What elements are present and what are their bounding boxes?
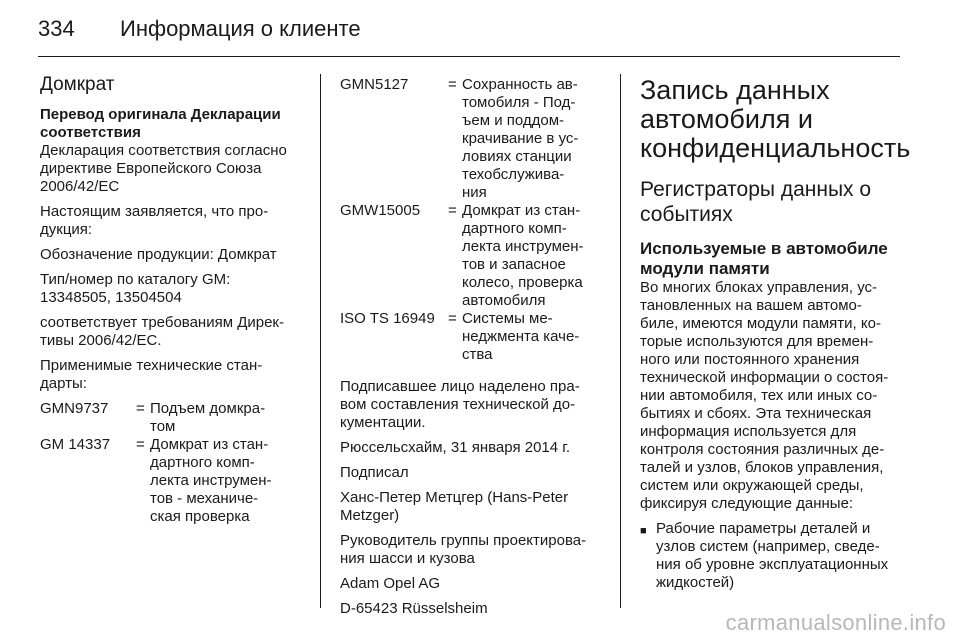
page-title: Информация о клиенте xyxy=(120,16,361,41)
paragraph: Тип/номер по каталогу GM: 13348505, 13504504 xyxy=(40,271,231,306)
paragraph: D-65423 Rüsselsheim xyxy=(340,600,488,617)
bullet-item xyxy=(640,520,910,592)
paragraph: Применимые технические стан- дарты: xyxy=(40,357,263,392)
standard-row xyxy=(340,310,602,364)
standard-equals: = xyxy=(448,76,457,93)
paragraph: Рюссельсхайм, 31 января 2014 г. xyxy=(340,439,571,456)
standard-code: ISO TS 16949 xyxy=(340,310,435,327)
standard-row xyxy=(340,202,602,310)
standard-code: GMN5127 xyxy=(340,76,409,93)
section-heading-jack: Домкрат xyxy=(40,74,115,95)
paragraph: Обозначение продукции: Домкрат xyxy=(40,246,277,263)
column-divider-1 xyxy=(320,74,321,608)
paragraph: Подписал xyxy=(340,464,409,481)
standard-equals: = xyxy=(136,436,145,453)
column-2 xyxy=(340,76,602,625)
standard-description: Системы ме- неджмента каче- ства xyxy=(462,310,580,363)
standard-code: GMW15005 xyxy=(340,202,421,219)
paragraph: Ханс-Петер Метцгер (Hans-Peter Metzger) xyxy=(340,489,569,524)
column-3 xyxy=(640,62,910,592)
standard-equals: = xyxy=(136,400,145,417)
standard-row xyxy=(340,76,602,202)
standard-equals: = xyxy=(448,202,457,219)
standard-description: Домкрат из стан- дартного комп- лекта инструмен- тов и запасное колесо, проверка автомобиля xyxy=(462,202,584,309)
paragraph: Декларация соответствия согласно директиве Европейского Союза 2006/42/EC xyxy=(40,142,287,195)
standard-equals: = xyxy=(448,310,457,327)
page-header xyxy=(38,16,361,46)
standard-description: Сохранность ав- томобиля - Под- ъем и поддом- крачивание в ус- ловиях станции техобслужива- ния xyxy=(462,76,579,201)
standard-description: Подъем домкра- том xyxy=(150,400,266,435)
paragraph: Руководитель группы проектирова- ния шасси и кузова xyxy=(340,532,587,567)
standard-row xyxy=(40,400,302,436)
column-divider-2 xyxy=(620,74,621,608)
column-1 xyxy=(40,62,302,526)
paragraph: соответствует требованиям Дирек- тивы 2006/42/EC. xyxy=(40,314,284,349)
body-text: Во многих блоках управления, ус- тановленных на вашем автомо- биле, имеются модули памяти, ко- торые используются для времен- ного или постоянного хранения технической информации о состоя- нии автомобиля, тех или иных со- бытиях и сбоях. Эта техническая информация используется для контроля состояния различных де- талей и узлов, блоков управления, систем или окружающей среды, фиксируя следующие данные: xyxy=(640,279,889,512)
standard-code: GM 14337 xyxy=(40,436,111,453)
paragraph: Подписавшее лицо наделено пра- вом составления технической до- кументации. xyxy=(340,378,580,431)
standard-code: GMN9737 xyxy=(40,400,109,417)
standard-row xyxy=(40,436,302,526)
watermark: carmanualsonline.info xyxy=(725,610,946,635)
chapter-subtitle: Регистраторы данных о событиях xyxy=(640,178,872,226)
bullet-text: Рабочие параметры деталей и узлов систем (например, сведе- ния об уровне эксплуатационных жидкостей) xyxy=(656,520,889,591)
chapter-title: Запись данных автомобиля и конфиденциальность xyxy=(640,75,911,163)
paragraph: Настоящим заявляется, что про- дукция: xyxy=(40,203,269,238)
square-bullet-icon: ■ xyxy=(640,525,647,537)
section-title: Используемые в автомобиле модули памяти xyxy=(640,239,888,278)
paragraph: Adam Opel AG xyxy=(340,575,441,592)
standard-description: Домкрат из стан- дартного комп- лекта инструмен- тов - механиче- ская проверка xyxy=(150,436,272,525)
header-rule xyxy=(38,56,900,57)
page-number: 334 xyxy=(38,16,75,41)
declaration-subheading: Перевод оригинала Декларации соответствия xyxy=(40,106,281,141)
